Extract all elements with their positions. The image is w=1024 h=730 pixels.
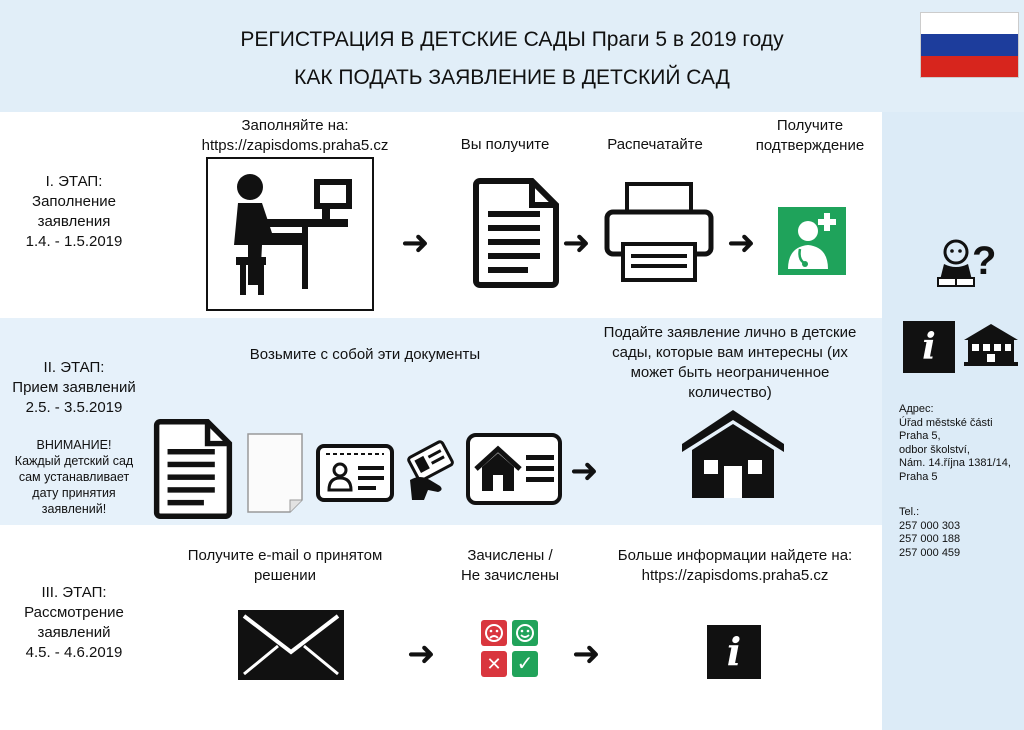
hand-card-icon <box>404 440 460 502</box>
computer-user-icon <box>206 157 374 311</box>
address-block <box>899 403 1024 484</box>
info-icon: i <box>903 321 955 373</box>
document-icon <box>153 418 233 520</box>
printer-icon <box>603 180 715 284</box>
stage1-label <box>0 172 148 252</box>
flag-stripe-red <box>921 56 1018 77</box>
arrow-icon: ➜ <box>572 635 601 673</box>
reading-person-icon <box>936 238 976 288</box>
page-title: РЕГИСТРАЦИЯ В ДЕТСКИЕ САДЫ Праги 5 в 2019 году <box>240 28 784 51</box>
step-print-label: Распечатайте <box>607 136 703 153</box>
confirmation-doctor-icon <box>778 207 846 275</box>
arrow-icon: ➜ <box>401 224 430 262</box>
flag-stripe-white <box>921 13 1018 34</box>
stage3-name: Рассмотрение заявлений <box>24 604 124 641</box>
stage2-warning <box>0 437 148 517</box>
check-icon: ✓ <box>512 651 538 677</box>
flag-stripe-blue <box>921 34 1018 55</box>
happy-face-icon <box>512 620 538 646</box>
stage3-label <box>0 583 148 663</box>
stage2-title: II. ЭТАП: <box>43 359 105 376</box>
document-icon <box>472 177 560 289</box>
stage2-label <box>0 358 148 418</box>
address-label: Адрес: <box>899 403 934 415</box>
arrow-icon: ➜ <box>562 224 591 262</box>
cross-icon: ✕ <box>481 651 507 677</box>
stage3-dates: 4.5. - 4.6.2019 <box>25 644 123 661</box>
result-label: Зачислены / Не зачислены <box>460 547 560 584</box>
arrow-icon: ➜ <box>727 224 756 262</box>
arrow-icon: ➜ <box>407 635 436 673</box>
russian-flag-icon <box>920 12 1019 78</box>
email-label: Получите e-mail о принятом решении <box>187 547 383 584</box>
warning-text: Каждый детский сад сам устанавливает дату принятия заявлений! <box>14 454 134 516</box>
arrow-icon: ➜ <box>570 452 599 490</box>
id-card-icon <box>316 444 394 502</box>
blank-paper-icon <box>246 432 304 514</box>
page-subtitle: КАК ПОДАТЬ ЗАЯВЛЕНИЕ В ДЕТСКИЙ САД <box>294 66 730 89</box>
step-receive-label: Вы получите <box>460 136 550 153</box>
phone-numbers: 257 000 303 257 000 188 257 000 459 <box>899 519 961 559</box>
tel-label: Tel.: <box>899 506 920 518</box>
kindergarten-building-icon <box>680 408 786 500</box>
results-icon <box>481 620 539 678</box>
house-document-icon <box>466 433 562 505</box>
stage2-dates: 2.5. - 3.5.2019 <box>25 399 123 416</box>
phone-block <box>899 506 1024 560</box>
question-mark-icon: ? <box>972 239 997 283</box>
submit-label: Подайте заявление лично в детские сады, которые вам интересны (их может быть неограниченное количество) <box>603 324 857 401</box>
step-fill-label: Заполняйте на: https://zapisdoms.praha5.cz <box>201 117 389 154</box>
stage1-title: I. ЭТАП: <box>45 173 103 190</box>
stage3-title: III. ЭТАП: <box>41 584 107 601</box>
warning-title: ВНИМАНИЕ! <box>36 438 112 452</box>
step-confirm-label: Получите подтверждение <box>755 117 865 154</box>
documents-label: Возьмите с собой эти документы <box>249 346 481 363</box>
stage1-name: Заполнение заявления <box>32 193 116 230</box>
header-band <box>0 0 1024 112</box>
office-building-icon <box>962 322 1020 366</box>
stage1-dates: 1.4. - 1.5.2019 <box>25 233 123 250</box>
address-text: Úřad městské části Praha 5, odbor školství, Nám. 14.října 1381/14, Praha 5 <box>899 416 1011 483</box>
info-icon: i <box>707 625 761 679</box>
info-label: Больше информации найдете на: https://zapisdoms.praha5.cz <box>617 547 853 584</box>
sad-face-icon <box>481 620 507 646</box>
stage2-name: Прием заявлений <box>12 379 136 396</box>
envelope-icon <box>238 610 344 680</box>
